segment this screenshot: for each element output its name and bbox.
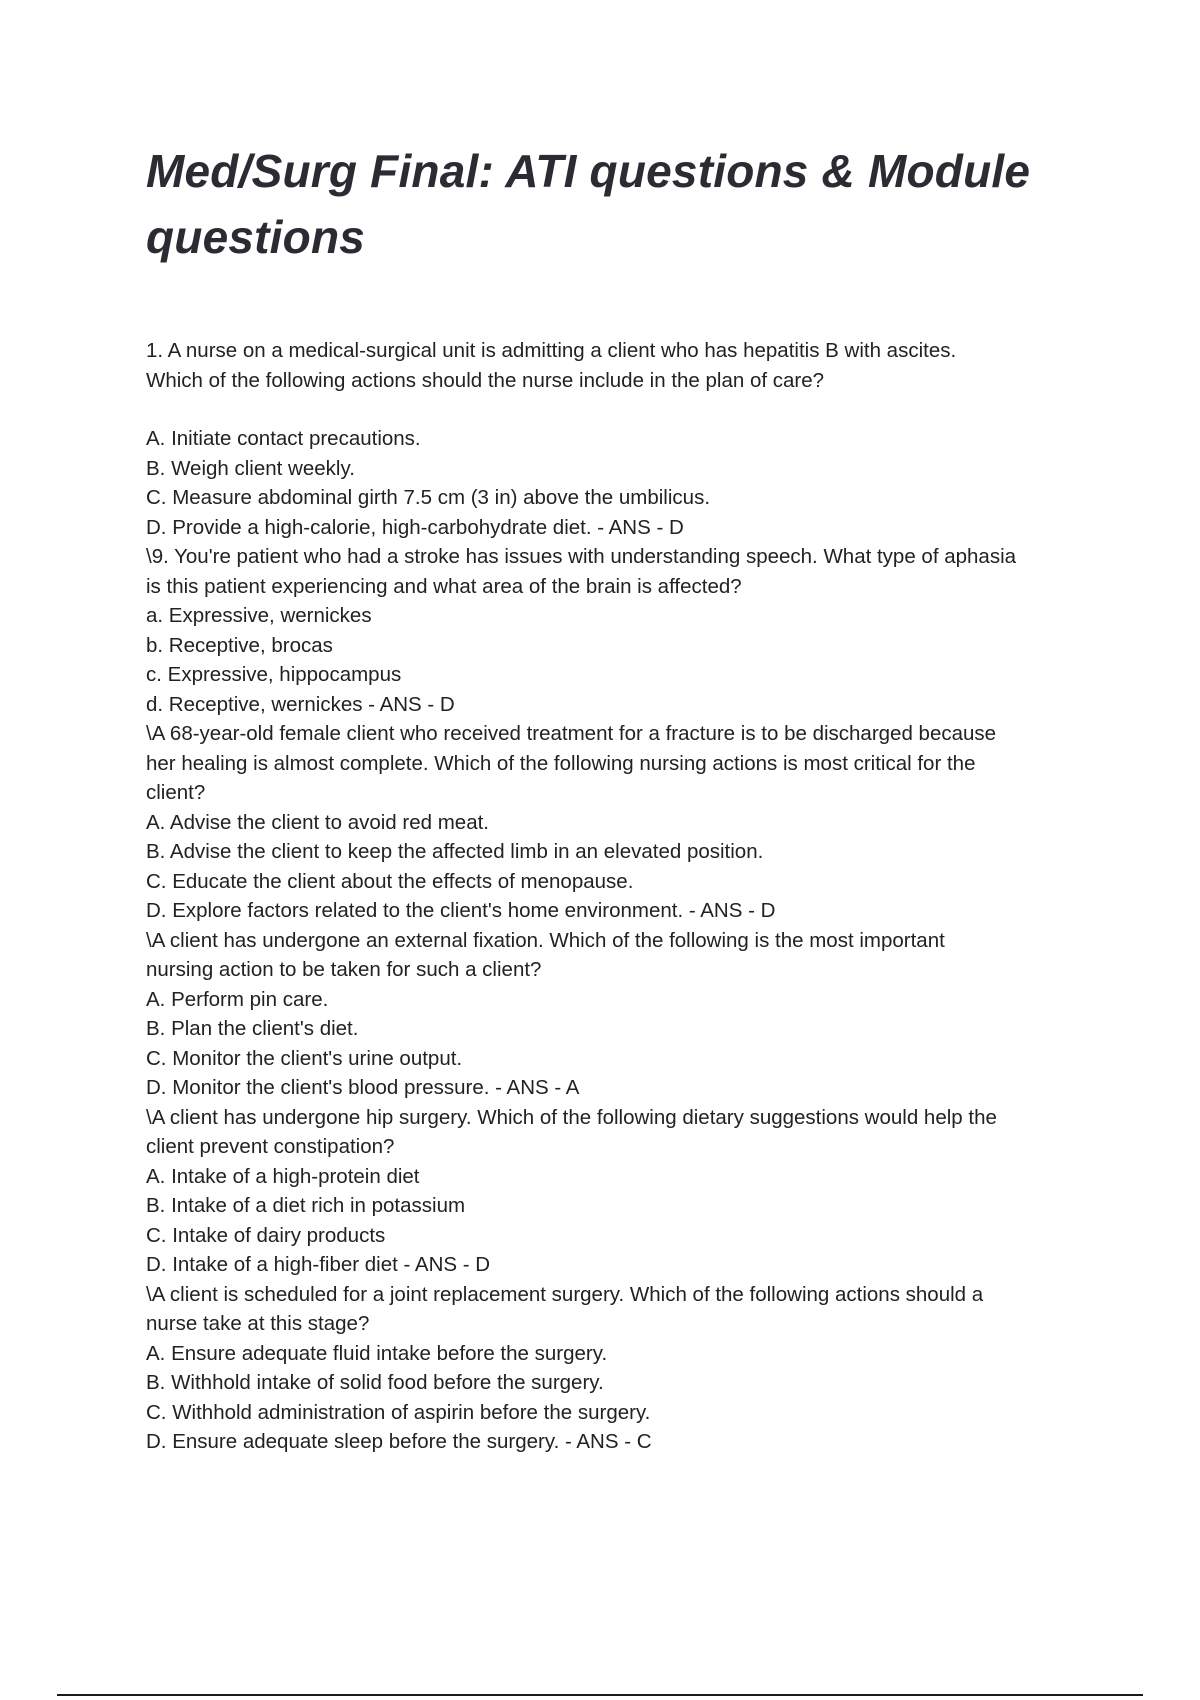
intro-line: 1. A nurse on a medical-surgical unit is admitting a client who has hepatitis B with ascites. [146,339,957,362]
text-line: her healing is almost complete. Which of the following nursing actions is most critical for the [146,751,976,775]
text-line: A. Intake of a high-protein diet [146,1164,420,1188]
paragraph-spacer [146,395,1106,424]
text-line: D. Provide a high-calorie, high-carbohydrate diet. - ANS - D [146,515,684,539]
text-line: D. Ensure adequate sleep before the surgery. - ANS - C [146,1430,652,1453]
text-line: \A client has undergone hip surgery. Which of the following dietary suggestions would help the [146,1105,997,1129]
text-line: A. Ensure adequate fluid intake before the surgery. [146,1341,608,1365]
document-body [146,336,1106,1457]
text-line: B. Advise the client to keep the affected limb in an elevated position. [146,840,764,863]
text-line: C. Withhold administration of aspirin before the surgery. [146,1400,651,1424]
text-line: D. Monitor the client's blood pressure. - ANS - A [146,1076,580,1099]
text-line: A. Initiate contact precautions. [146,427,421,450]
text-line: C. Intake of dairy products [146,1223,386,1247]
text-line: \A client has undergone an external fixation. Which of the following is the most important [146,928,945,952]
text-line: B. Plan the client's diet. [146,1017,359,1040]
text-line: B. Weigh client weekly. [146,456,355,480]
intro-line: Which of the following actions should the nurse include in the plan of care? [146,368,825,392]
text-line: a. Expressive, wernickes [146,604,372,627]
footer-divider [57,1694,1143,1696]
text-line: client? [146,781,206,804]
text-line: d. Receptive, wernickes - ANS - D [146,692,455,716]
title-line-1: Med/Surg Final: ATI questions & Module [146,145,1031,197]
text-line: b. Receptive, brocas [146,633,333,657]
text-line: nursing action to be taken for such a client? [146,958,542,981]
text-line: A. Advise the client to avoid red meat. [146,810,489,834]
text-line: A. Perform pin care. [146,987,329,1011]
text-line: D. Intake of a high-fiber diet - ANS - D [146,1253,491,1276]
text-line: D. Explore factors related to the client's home environment. - ANS - D [146,899,776,922]
text-line: nurse take at this stage? [146,1312,370,1335]
text-line: B. Intake of a diet rich in potassium [146,1194,466,1217]
text-line: C. Educate the client about the effects of menopause. [146,869,634,893]
text-line: client prevent constipation? [146,1135,395,1158]
page-title [146,138,1106,270]
text-line: \A client is scheduled for a joint replacement surgery. Which of the following actions should a [146,1282,984,1306]
text-line: C. Monitor the client's urine output. [146,1046,463,1070]
text-line: is this patient experiencing and what area of the brain is affected? [146,574,742,598]
text-line: c. Expressive, hippocampus [146,663,402,686]
text-line: B. Withhold intake of solid food before the surgery. [146,1371,604,1394]
title-line-2: questions [146,211,366,263]
text-line: C. Measure abdominal girth 7.5 cm (3 in) above the umbilicus. [146,486,711,509]
text-line: \A 68-year-old female client who received treatment for a fracture is to be discharged because [146,722,997,745]
text-line: \9. You're patient who had a stroke has issues with understanding speech. What type of aphasia [146,545,1017,568]
